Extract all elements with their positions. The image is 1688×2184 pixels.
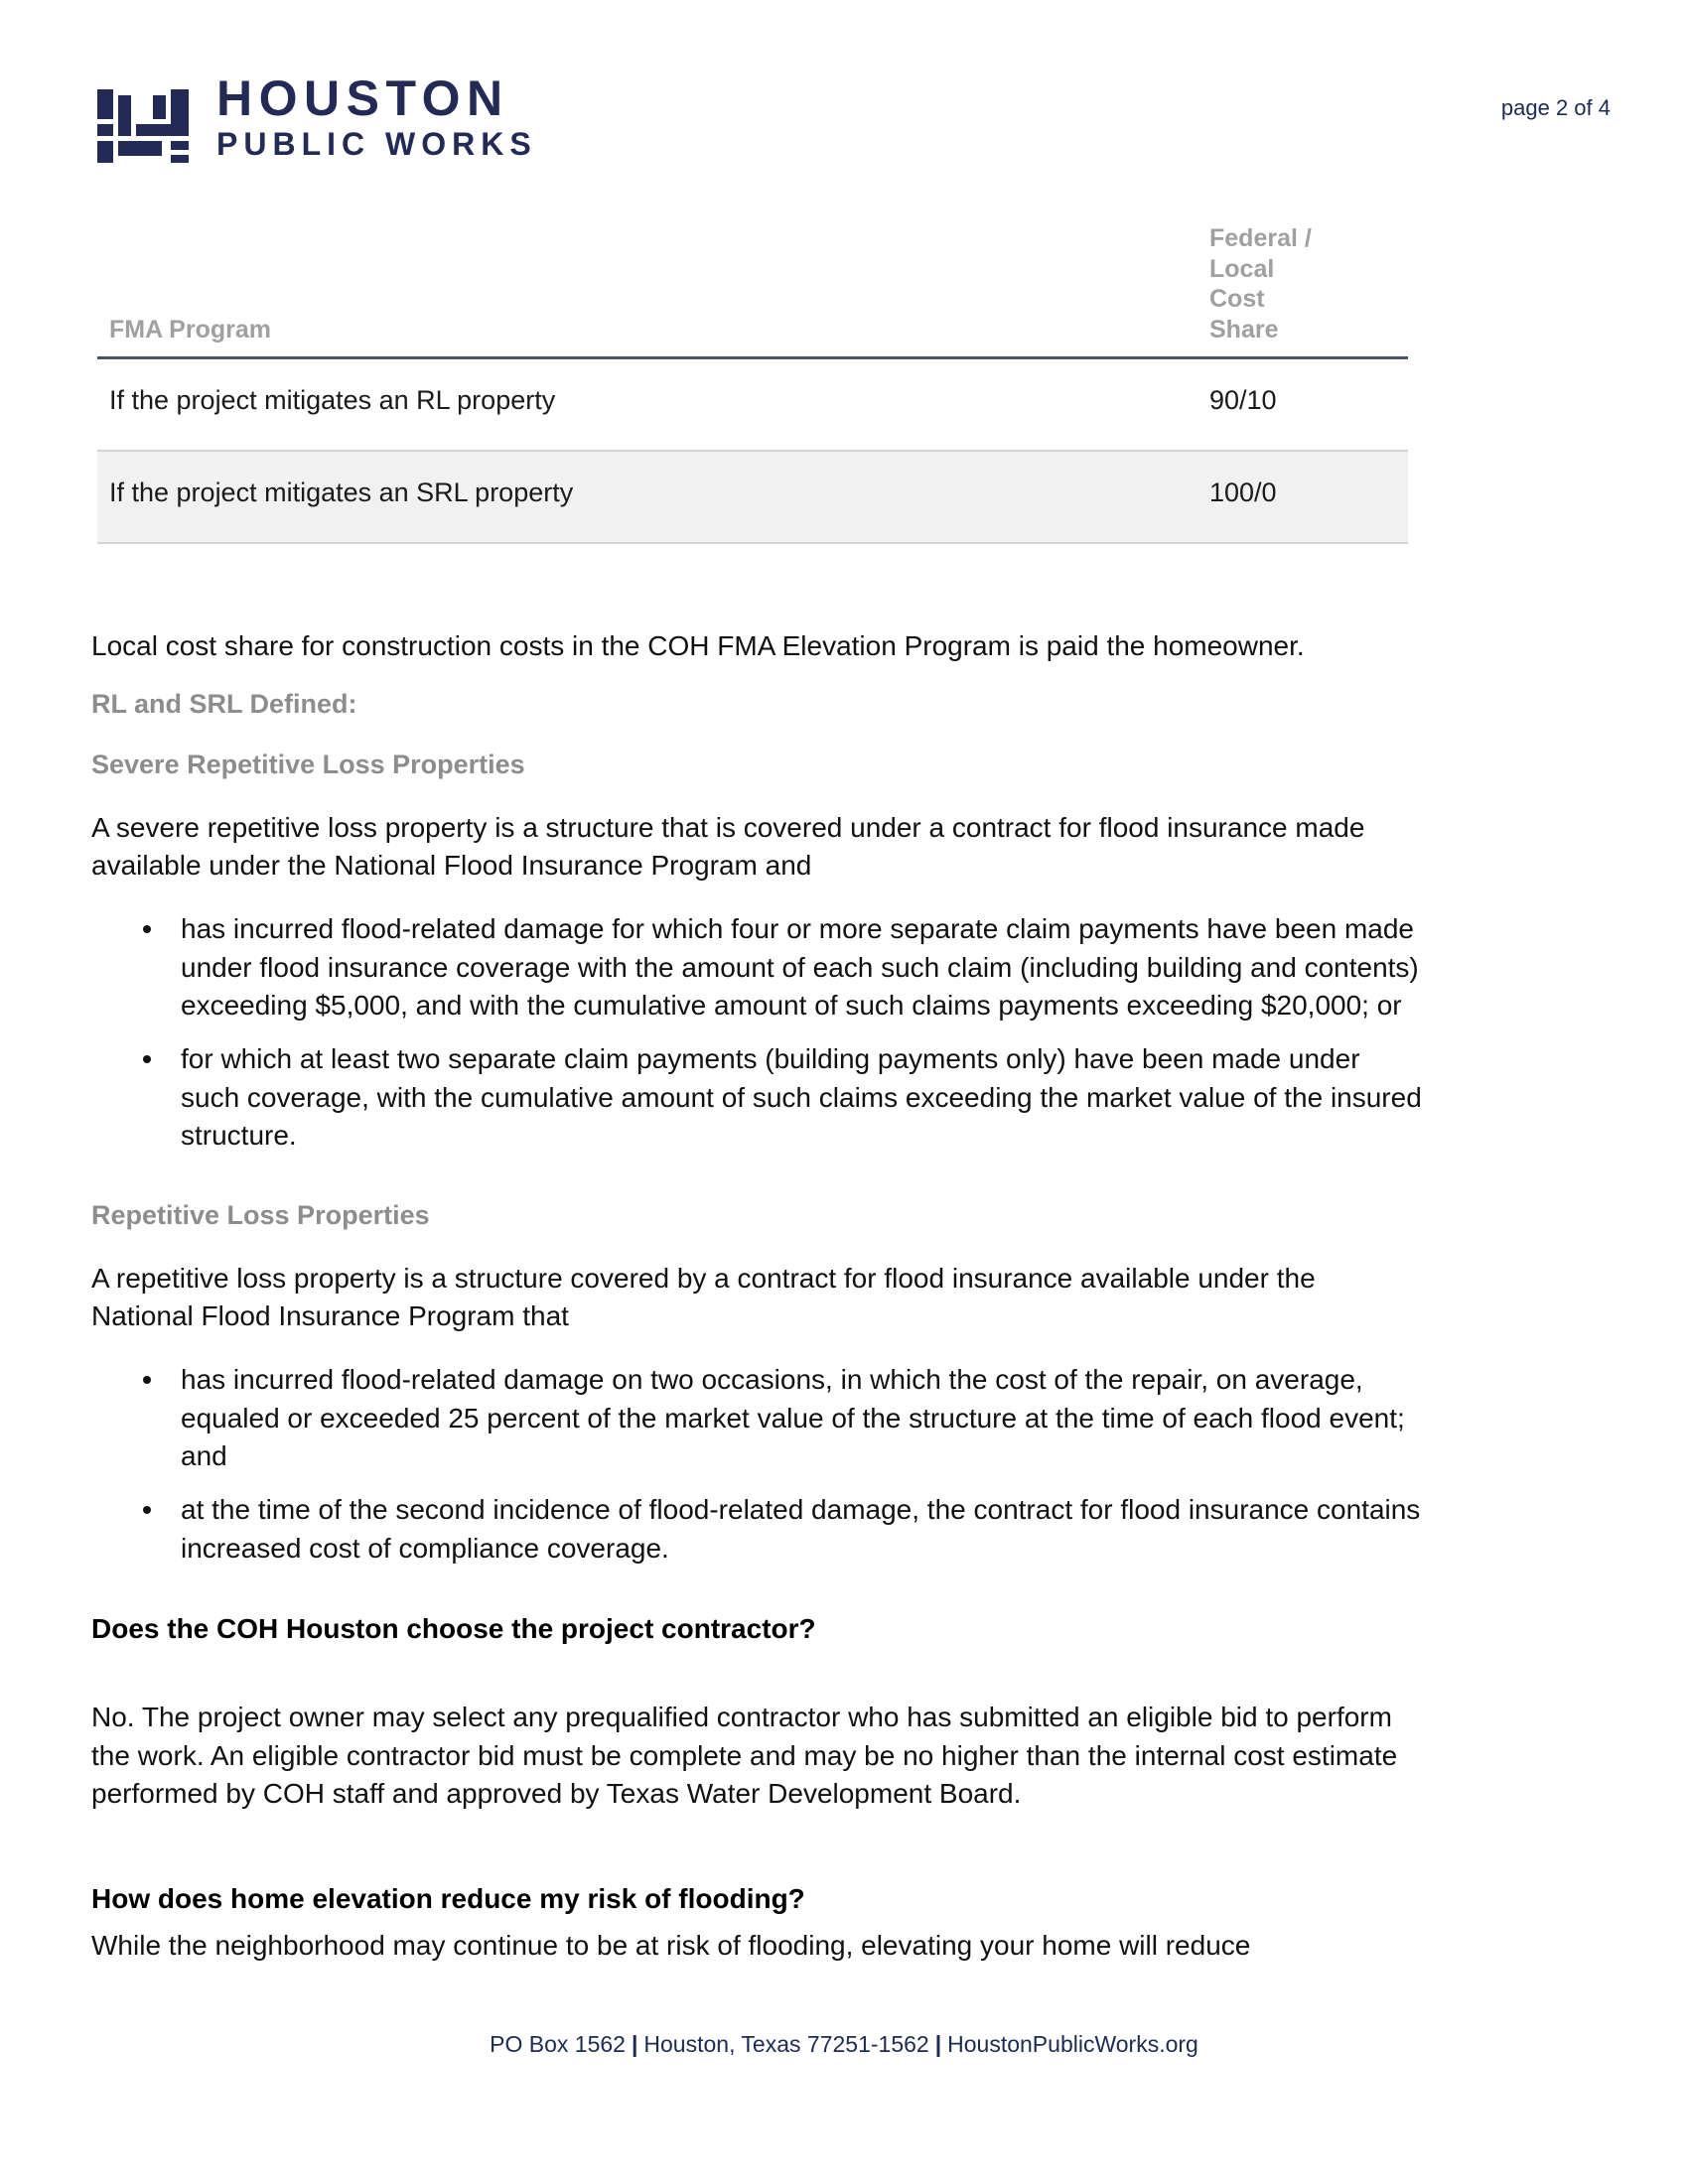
list-item — [91, 1361, 1422, 1475]
table-row — [97, 451, 1408, 543]
bullet-dot-icon — [143, 1055, 151, 1063]
list-item — [91, 1040, 1422, 1155]
logo-line-public-works: PUBLIC WORKS — [216, 126, 537, 162]
bullet-dot-icon — [143, 1506, 151, 1514]
heading-repetitive-loss: Repetitive Loss Properties — [91, 1200, 430, 1231]
footer-po-box: PO Box 1562 — [490, 2031, 626, 2057]
fma-cost-share-table-container — [97, 223, 1408, 544]
spacer — [91, 1840, 1422, 1881]
answer-contractor: No. The project owner may select any prequalified contractor who has submitted an eligible bid to perform the work. An eligible contractor bid must be complete and may be no higher than the internal cost estimate performed by COH staff and approved by Texas Water Development Board. — [91, 1702, 1398, 1810]
row-value: 90/10 — [1209, 385, 1277, 415]
cost-share-line-4: Share — [1209, 315, 1279, 343]
footer-city-state-zip: Houston, Texas 77251-1562 — [643, 2031, 929, 2057]
bullet-dot-icon — [143, 1376, 151, 1384]
table-body — [97, 358, 1408, 544]
table-row — [97, 358, 1408, 452]
footer-website: HoustonPublicWorks.org — [947, 2031, 1198, 2057]
cost-share-line-1: Federal / — [1209, 224, 1312, 252]
spacer — [91, 1589, 1422, 1611]
cost-share-line-2: Local — [1209, 254, 1275, 283]
logo-line-houston: HOUSTON — [216, 70, 509, 126]
list-item — [91, 1491, 1422, 1568]
page-footer — [0, 2031, 1688, 2058]
list-item-text: for which at least two separate claim payments (building payments only) have been made under such coverage, with the cumulative amount of such claims exceeding the market value of the insured structure. — [181, 1043, 1422, 1152]
row-label: If the project mitigates an RL property — [109, 385, 556, 415]
local-cost-share-note: Local cost share for construction costs in the COH FMA Elevation Program is paid the homeowner. — [91, 630, 1305, 661]
page-header — [0, 0, 1688, 179]
row-label: If the project mitigates an SRL property — [97, 451, 1209, 543]
question-contractor: Does the COH Houston choose the project contractor? — [91, 1613, 816, 1645]
logo-wordmark — [216, 71, 537, 166]
houston-public-works-logo — [97, 71, 537, 166]
table-head — [97, 223, 1408, 358]
document-body — [91, 627, 1422, 1990]
cost-share-line-3: Cost — [1209, 285, 1265, 313]
column-header-cost-share — [1209, 223, 1408, 358]
list-item-text: has incurred flood-related damage for which four or more separate claim payments have been made under flood insurance coverage with the amount of each such claim (including building and contents) exceeding $5,000, and with the cumulative amount of such claims payments exceeding $20,000; or — [181, 913, 1419, 1021]
row-value: 100/0 — [1209, 451, 1408, 543]
fma-cost-share-table — [97, 223, 1408, 544]
table-header-row — [97, 223, 1408, 358]
heading-rl-srl-defined: RL and SRL Defined: — [91, 689, 357, 720]
srl-bullet-list — [91, 910, 1422, 1155]
bullet-dot-icon — [143, 925, 151, 933]
spacer — [91, 1657, 1422, 1699]
spacer — [91, 1176, 1422, 1198]
list-item-text: has incurred flood-related damage on two occasions, in which the cost of the repair, on average, equaled or exceeded 25 percent of the market value of the structure at the time of each flood event; and — [181, 1364, 1405, 1471]
question-elevation: How does home elevation reduce my risk of flooding? — [91, 1882, 805, 1914]
page-number: page 2 of 4 — [1500, 95, 1611, 120]
footer-separator: | — [631, 2031, 638, 2057]
answer-elevation: While the neighborhood may continue to be at risk of flooding, elevating your home will reduce — [91, 1929, 1251, 1961]
houston-grid-logo-icon — [97, 71, 189, 163]
heading-severe-repetitive-loss: Severe Repetitive Loss Properties — [91, 750, 525, 780]
list-item-text: at the time of the second incidence of flood-related damage, the contract for flood insurance contains increased cost of compliance coverage. — [181, 1494, 1421, 1564]
rl-intro-paragraph: A repetitive loss property is a structure covered by a contract for flood insurance available under the National Flood Insurance Program that — [91, 1262, 1316, 1331]
srl-intro-paragraph: A severe repetitive loss property is a structure that is covered under a contract for flood insurance made available under the National Flood Insurance Program and — [91, 811, 1365, 881]
list-item — [91, 910, 1422, 1024]
footer-separator: | — [934, 2031, 942, 2057]
rl-bullet-list — [91, 1361, 1422, 1568]
column-header-fma-program: FMA Program — [97, 223, 1209, 358]
